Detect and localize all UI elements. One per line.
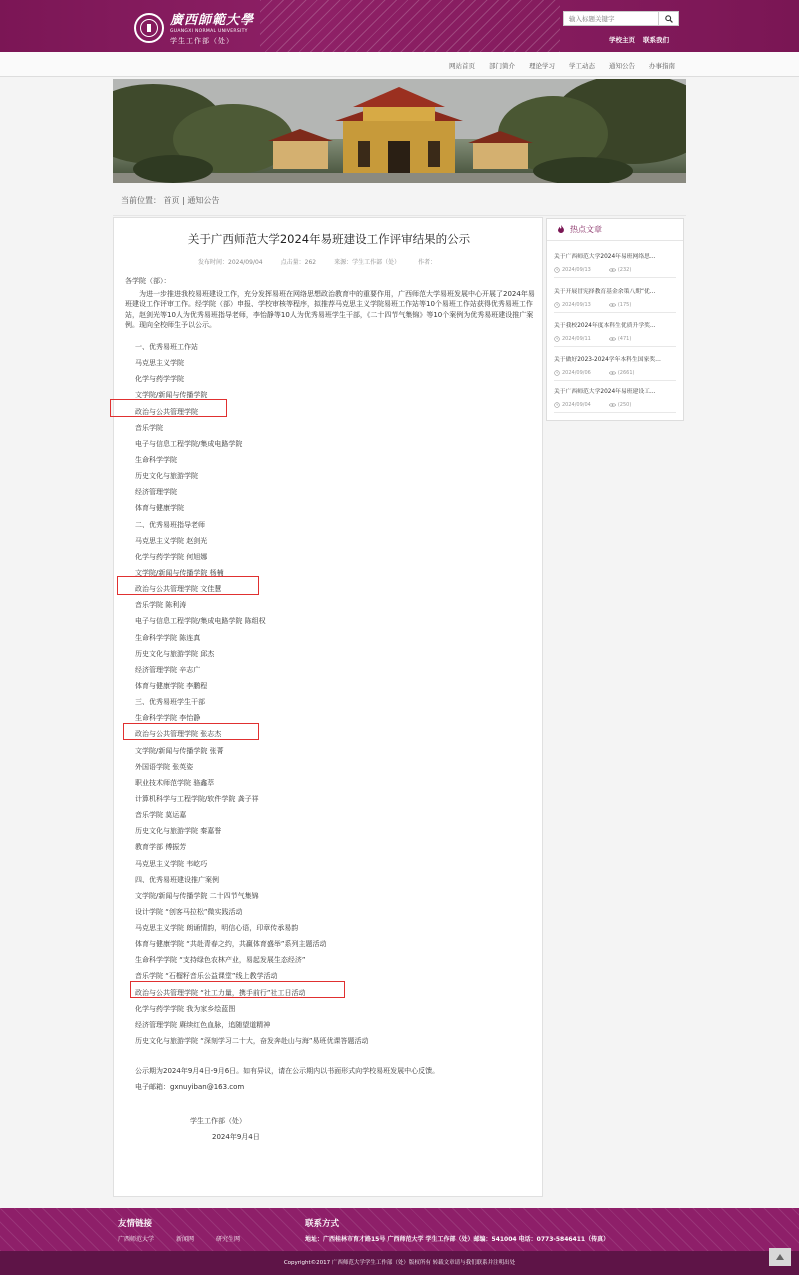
breadcrumb bbox=[113, 183, 686, 216]
section-heading: 三、优秀易班学生干部 bbox=[135, 698, 205, 707]
article-panel bbox=[113, 217, 543, 1197]
nav-news[interactable]: 学工动态 bbox=[569, 62, 595, 70]
header-pattern bbox=[260, 0, 560, 52]
clock-icon bbox=[554, 370, 560, 376]
hot-article-item[interactable] bbox=[554, 320, 676, 347]
highlight-box bbox=[117, 576, 259, 595]
list-item: 体育与健康学院 bbox=[135, 504, 184, 513]
list-item: 历史文化与旅游学院 邱杰 bbox=[135, 649, 215, 658]
article-title: 关于广西师范大学2024年易班建设工作评审结果的公示 bbox=[187, 232, 471, 246]
list-item: 电子与信息工程学院/集成电路学院 bbox=[135, 439, 243, 448]
list-item: 文学院/新闻与传播学院 张菁 bbox=[135, 746, 224, 755]
article-intro bbox=[125, 276, 535, 331]
article-author: 作者： bbox=[418, 259, 437, 266]
breadcrumb-label: 当前位置： bbox=[121, 196, 161, 205]
highlight-box bbox=[130, 981, 345, 998]
logo-chinese: 廣西師範大學 bbox=[170, 13, 255, 28]
list-item: 设计学院 “创客马拉松”微实践活动 bbox=[135, 907, 243, 916]
top-links bbox=[609, 35, 669, 44]
list-item: 体育与健康学院 “共赴青春之约，共赢体育盛举”系列主题活动 bbox=[135, 940, 327, 949]
footer-pattern bbox=[0, 1208, 799, 1251]
list-item: 音乐学院 莫运嘉 bbox=[135, 811, 187, 820]
contact-info: 地址：广西桂林市育才路15号 广西师范大学 学生工作部（处）邮编：541004 电话：0773-5846411（传真） bbox=[305, 1236, 610, 1243]
list-item: 政治与公共管理学院 “社工力量，携手前行”社工日活动 bbox=[135, 988, 306, 997]
clock-icon bbox=[554, 402, 560, 408]
hot-article-views: (471) bbox=[609, 336, 631, 342]
hot-article-title[interactable]: 关于我校2024年度本科生优质升学奖… bbox=[554, 323, 656, 329]
hot-articles-header bbox=[547, 219, 683, 241]
list-item: 文学院/新闻与传播学院 bbox=[135, 391, 208, 400]
hot-article-date: 2024/09/13 bbox=[554, 267, 591, 273]
section-heading: 二、优秀易班指导老师 bbox=[135, 520, 205, 529]
section-heading: 一、优秀易班工作站 bbox=[135, 343, 198, 351]
list-item: 经济管理学院 赓续红色血脉，追随望道精神 bbox=[135, 1020, 271, 1029]
list-item: 经济管理学院 辛志广 bbox=[135, 665, 201, 674]
list-item: 马克思主义学院 赵剑光 bbox=[135, 536, 208, 545]
list-item: 职业技术师范学院 骆鑫萃 bbox=[135, 778, 215, 787]
contact-title: 联系方式 bbox=[305, 1219, 340, 1229]
site-footer bbox=[0, 1208, 799, 1251]
article-meta bbox=[198, 257, 436, 266]
nav-home[interactable]: 网站首页 bbox=[449, 62, 475, 70]
eye-icon bbox=[609, 302, 616, 308]
list-item: 历史文化与旅游学院 “深刻学习二十大，奋发奔赴山与海”易班优课答题活动 bbox=[135, 1037, 369, 1046]
list-item: 体育与健康学院 李鹏程 bbox=[135, 681, 208, 690]
hot-article-date: 2024/09/06 bbox=[554, 370, 591, 376]
search-button[interactable] bbox=[659, 11, 679, 26]
hot-articles-panel bbox=[546, 218, 684, 421]
eye-icon bbox=[609, 370, 616, 376]
hot-article-title[interactable]: 关于开展冒宪择教育基金余策八期“优… bbox=[554, 289, 656, 295]
sign-date: 2024年9月4日 bbox=[212, 1133, 260, 1141]
top-header bbox=[0, 0, 799, 52]
list-item: 文学院/新闻与传播学院 二十四节气集锦 bbox=[135, 891, 259, 900]
hot-article-item[interactable] bbox=[554, 354, 676, 381]
list-item: 生命科学学院 李怡静 bbox=[135, 714, 201, 723]
breadcrumb-separator: | bbox=[182, 196, 185, 205]
logo-department: 学生工作部（处） bbox=[170, 37, 234, 45]
hot-article-date: 2024/09/04 bbox=[554, 402, 591, 408]
hot-article-title[interactable]: 关于广西师范大学2024年易班建设工… bbox=[554, 389, 656, 395]
greeting: 各学院（部）： bbox=[125, 277, 171, 285]
nav-department[interactable]: 部门简介 bbox=[489, 62, 515, 70]
campus-gate-illustration bbox=[113, 79, 686, 183]
result-list bbox=[135, 339, 368, 1049]
hot-article-item[interactable] bbox=[554, 286, 676, 313]
list-item: 电子与信息工程学院/集成电路学院 陈组权 bbox=[135, 617, 266, 626]
flame-icon bbox=[557, 225, 565, 234]
signature bbox=[190, 1113, 260, 1145]
hot-article-views: (232) bbox=[609, 267, 631, 273]
breadcrumb-home[interactable]: 首页 bbox=[163, 196, 180, 205]
search-bar bbox=[563, 11, 679, 26]
list-item: 音乐学院 bbox=[135, 423, 163, 432]
list-item: 化学与药学学院 bbox=[135, 375, 184, 384]
list-item: 马克思主义学院 bbox=[135, 359, 184, 368]
hot-article-title[interactable]: 关于做好2023-2024学年本科生国家奖… bbox=[554, 357, 661, 363]
list-item: 计算机科学与工程学院/软件学院 龚子祥 bbox=[135, 794, 259, 803]
list-item: 文学院/新闻与传播学院 杨楠 bbox=[135, 568, 224, 577]
copyright: Copyright©2017 广西师范大学学生工作部（处）版权所有 转载文章请与我们联系并注明出处 bbox=[0, 1251, 799, 1275]
list-item: 生命科学学院 “支持绿色农林产业，易起发展生态经济” bbox=[135, 956, 306, 965]
hot-article-item[interactable] bbox=[554, 251, 676, 278]
main-nav bbox=[449, 61, 675, 70]
list-item: 历史文化与旅游学院 bbox=[135, 472, 198, 481]
hot-article-item[interactable] bbox=[554, 386, 676, 413]
list-item: 化学与药学学院 何旭娜 bbox=[135, 552, 208, 561]
list-item: 外国语学院 张英姿 bbox=[135, 762, 194, 771]
campus-banner bbox=[113, 79, 686, 183]
clock-icon bbox=[554, 267, 560, 273]
nav-notices[interactable]: 通知公告 bbox=[609, 62, 635, 70]
list-item: 马克思主义学院 朗诵情韵，明信心语，印章传承易韵 bbox=[135, 924, 299, 933]
list-item: 马克思主义学院 韦屹巧 bbox=[135, 859, 208, 868]
hot-articles-title: 热点文章 bbox=[570, 225, 602, 234]
eye-icon bbox=[609, 336, 616, 342]
notice-period: 公示期为2024年9月4日-9月6日。如有异议，请在公示期内以书面形式向学校易班发展中心反馈。 bbox=[135, 1067, 440, 1075]
chevron-up-icon bbox=[776, 1254, 784, 1260]
friend-link-gxnu[interactable]: 广西师范大学 bbox=[118, 1236, 155, 1243]
main-nav-bar bbox=[0, 52, 799, 77]
list-item: 经济管理学院 bbox=[135, 488, 177, 497]
list-item: 化学与药学学院 我为家乡绘蓝图 bbox=[135, 1004, 236, 1013]
school-home-link[interactable]: 学校主页 bbox=[609, 36, 635, 44]
university-seal-icon bbox=[134, 13, 164, 43]
logo-english: GUANGXI NORMAL UNIVERSITY bbox=[170, 29, 248, 34]
hot-article-views: (175) bbox=[609, 302, 631, 308]
hot-article-title[interactable]: 关于广西师范大学2024年易班网络思… bbox=[554, 254, 656, 260]
friend-link-news[interactable]: 新闻网 bbox=[176, 1236, 195, 1243]
publish-time: 发布时间：2024/09/04 bbox=[198, 259, 263, 266]
article-footer-text bbox=[135, 1063, 439, 1095]
friend-links bbox=[118, 1234, 240, 1243]
nav-theory[interactable]: 理论学习 bbox=[529, 62, 555, 70]
search-icon bbox=[665, 15, 673, 23]
eye-icon bbox=[609, 267, 616, 273]
list-item: 生命科学学院 陈连真 bbox=[135, 633, 201, 642]
list-item: 政治与公共管理学院 文佳慧 bbox=[135, 585, 222, 594]
intro-paragraph: 为进一步推进我校易班建设工作，充分发挥易班在网络思想政治教育中的重要作用，广西师范大学易班发展中心开展了2024年易班建设工作评审工作。经学院（部）申报、学校审核等程序，拟推荐马克思主义学院易班工作站等10个易班工作站获得优秀易班工作站，赵剑光等10人为优秀易班指导老师，李怡静等10人为优秀易班学生干部，《二十四节气集锦》等10个案例为优秀易班建设推广案例。现向全校师生予以公示。 bbox=[125, 289, 535, 329]
contact-email: 电子邮箱：gxnuyiban@163.com bbox=[135, 1083, 245, 1091]
nav-guide[interactable]: 办事指南 bbox=[649, 62, 675, 70]
list-item: 生命科学学院 bbox=[135, 455, 177, 464]
list-item: 音乐学院 陈利涛 bbox=[135, 601, 187, 610]
list-item: 政治与公共管理学院 张志杰 bbox=[135, 730, 222, 739]
back-to-top-button[interactable] bbox=[769, 1248, 791, 1266]
hot-article-date: 2024/09/11 bbox=[554, 336, 591, 342]
hot-article-views: (250) bbox=[609, 402, 631, 408]
site-logo[interactable] bbox=[134, 9, 254, 46]
list-item: 教育学部 傅振芳 bbox=[135, 843, 187, 852]
sign-org: 学生工作部（处） bbox=[190, 1117, 246, 1125]
click-count: 点击量：262 bbox=[280, 259, 317, 266]
hot-article-views: (2661) bbox=[609, 370, 635, 376]
friend-link-graduate[interactable]: 研究生网 bbox=[216, 1236, 241, 1243]
list-item: 音乐学院 “石榴籽音乐公益课堂”线上教学活动 bbox=[135, 972, 278, 981]
eye-icon bbox=[609, 402, 616, 408]
highlight-box bbox=[110, 399, 227, 417]
breadcrumb-current[interactable]: 通知公告 bbox=[187, 196, 220, 205]
list-item: 政治与公共管理学院 bbox=[135, 407, 198, 416]
contact-us-link[interactable]: 联系我们 bbox=[643, 36, 669, 44]
highlight-box bbox=[123, 723, 259, 740]
search-input[interactable] bbox=[563, 11, 659, 26]
clock-icon bbox=[554, 302, 560, 308]
article-source: 来源：学生工作部（处） bbox=[334, 259, 401, 266]
friend-links-title: 友情链接 bbox=[118, 1219, 153, 1229]
clock-icon bbox=[554, 336, 560, 342]
section-heading: 四、优秀易班建设推广案例 bbox=[135, 875, 219, 884]
hot-article-date: 2024/09/13 bbox=[554, 302, 591, 308]
list-item: 历史文化与旅游学院 秦嘉誉 bbox=[135, 827, 222, 836]
